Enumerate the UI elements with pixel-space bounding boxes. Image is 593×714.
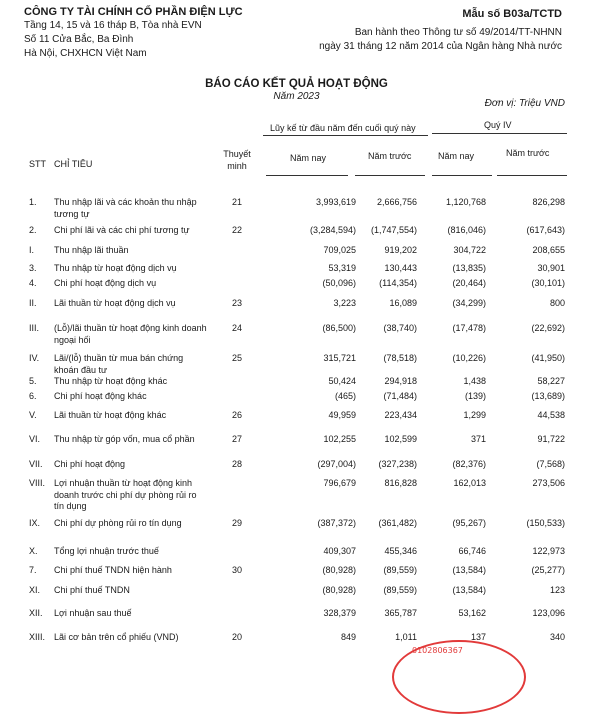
value-q4-this-year: (95,267) — [452, 518, 486, 528]
row-stt: 4. — [29, 278, 37, 288]
value-q4-prev-year: 44,538 — [537, 410, 565, 420]
row-stt: IX. — [29, 518, 41, 528]
value-ytd-prev-year: 294,918 — [384, 376, 417, 386]
address-line-2: Số 11 Cửa Bắc, Ba Đình — [24, 34, 134, 45]
value-ytd-this-year: 849 — [340, 632, 356, 642]
value-ytd-prev-year: 365,787 — [384, 608, 417, 618]
value-ytd-prev-year: (89,559) — [383, 585, 417, 595]
value-q4-prev-year: 123,096 — [532, 608, 565, 618]
value-ytd-prev-year: 2,666,756 — [376, 197, 417, 207]
value-ytd-prev-year: (1,747,554) — [370, 225, 417, 235]
row-note-ref: 22 — [231, 225, 242, 235]
value-q4-prev-year: (25,277) — [531, 565, 565, 575]
value-ytd-prev-year: (114,354) — [379, 278, 417, 288]
value-q4-prev-year: (617,643) — [526, 225, 565, 235]
report-title: BÁO CÁO KẾT QUẢ HOẠT ĐỘNG — [205, 78, 388, 90]
value-ytd-this-year: (3,284,594) — [309, 225, 356, 235]
col-desc-header: CHỈ TIÊU — [54, 159, 93, 169]
value-ytd-this-year: 50,424 — [328, 376, 356, 386]
row-stt: II. — [29, 298, 37, 308]
row-stt: I. — [29, 245, 35, 255]
value-ytd-this-year: (86,500) — [322, 323, 356, 333]
value-ytd-prev-year: 455,346 — [384, 546, 417, 556]
value-ytd-this-year: 102,255 — [323, 434, 356, 444]
value-q4-this-year: 66,746 — [458, 546, 486, 556]
row-description: Thu nhập từ hoạt động dịch vụ — [54, 263, 177, 273]
value-q4-this-year: (13,584) — [452, 565, 486, 575]
value-q4-this-year: (13,835) — [452, 263, 486, 273]
value-q4-prev-year: 826,298 — [532, 197, 565, 207]
value-ytd-this-year: (80,928) — [322, 585, 356, 595]
row-description: Chi phí hoạt động dịch vụ — [54, 278, 157, 288]
row-description: Lợi nhuận sau thuế — [54, 608, 132, 618]
value-q4-prev-year: (7,568) — [536, 459, 565, 469]
row-description: Thu nhập từ hoạt động khác — [54, 376, 168, 386]
value-ytd-prev-year: 130,443 — [384, 263, 417, 273]
value-q4-prev-year: 91,722 — [537, 434, 565, 444]
value-ytd-this-year: (80,928) — [322, 565, 356, 575]
value-q4-this-year: 1,438 — [463, 376, 486, 386]
value-q4-prev-year: 30,901 — [537, 263, 565, 273]
value-ytd-this-year: (387,372) — [317, 518, 356, 528]
value-q4-prev-year: (30,101) — [531, 278, 565, 288]
value-ytd-prev-year: 102,599 — [384, 434, 417, 444]
value-q4-this-year: 162,013 — [453, 478, 486, 488]
value-q4-this-year: (139) — [464, 391, 486, 401]
row-stt: V. — [29, 410, 37, 420]
row-stt: VI. — [29, 434, 41, 444]
row-note-ref: 24 — [231, 323, 242, 333]
row-stt: 7. — [29, 565, 37, 575]
group-ytd-header: Lũy kế từ đầu năm đến cuối quý này — [270, 123, 416, 133]
value-q4-prev-year: (41,950) — [531, 353, 565, 363]
value-q4-prev-year: 800 — [549, 298, 565, 308]
value-q4-this-year: (816,046) — [447, 225, 486, 235]
row-description: Lãi thuần từ hoạt động dịch vụ — [54, 298, 176, 308]
col-prev-year-header: Năm trước — [368, 151, 412, 161]
row-description: Tổng lợi nhuận trước thuế — [54, 546, 159, 556]
address-line-3: Hà Nội, CHXHCN Việt Nam — [24, 48, 147, 59]
underline-q-this-year — [432, 175, 492, 176]
row-stt: X. — [29, 546, 38, 556]
value-q4-this-year: 1,120,768 — [445, 197, 486, 207]
row-description: Chi phí dự phòng rủi ro tín dụng — [54, 518, 182, 528]
row-description: Lợi nhuận thuần từ hoạt động kinh doanh trước chi phí dự phòng rủi ro tín dụng — [54, 478, 197, 511]
value-q4-this-year: (82,376) — [452, 459, 486, 469]
row-note-ref: 21 — [231, 197, 242, 207]
unit-label: Đơn vị: Triệu VND — [484, 98, 565, 109]
value-ytd-this-year: 3,993,619 — [315, 197, 356, 207]
value-q4-prev-year: (150,533) — [526, 518, 565, 528]
row-note-ref: 28 — [231, 459, 242, 469]
value-q4-this-year: (20,464) — [452, 278, 486, 288]
row-note-ref: 30 — [231, 565, 242, 575]
value-ytd-prev-year: (71,484) — [383, 391, 417, 401]
row-stt: XI. — [29, 585, 41, 595]
value-q4-this-year: (34,299) — [452, 298, 486, 308]
value-ytd-prev-year: (89,559) — [383, 565, 417, 575]
value-q4-prev-year: 122,973 — [532, 546, 565, 556]
value-ytd-this-year: 315,721 — [323, 353, 356, 363]
row-stt: XIII. — [29, 632, 46, 642]
row-stt: 3. — [29, 263, 37, 273]
seal-text: 0102806367 — [412, 646, 463, 655]
row-stt: 1. — [29, 197, 37, 207]
value-ytd-prev-year: 16,089 — [389, 298, 417, 308]
underline-prev-year — [355, 175, 425, 176]
row-stt: 6. — [29, 391, 37, 401]
address-line-1: Tầng 14, 15 và 16 tháp B, Tòa nhà EVN — [24, 20, 202, 31]
value-q4-this-year: 1,299 — [463, 410, 486, 420]
value-q4-prev-year: 123 — [549, 585, 565, 595]
value-ytd-this-year: 49,959 — [328, 410, 356, 420]
divider-ytd — [263, 135, 428, 136]
row-description: Lãi cơ bản trên cổ phiếu (VND) — [54, 632, 179, 642]
value-ytd-this-year: 53,319 — [328, 263, 356, 273]
value-ytd-this-year: 709,025 — [323, 245, 356, 255]
value-q4-prev-year: 208,655 — [532, 245, 565, 255]
col-note-header: Thuyết minh — [223, 149, 251, 171]
row-description: Lãi thuần từ hoạt động khác — [54, 410, 167, 420]
value-ytd-this-year: 796,679 — [323, 478, 356, 488]
value-ytd-prev-year: (327,238) — [378, 459, 417, 469]
row-description: Thu nhập từ góp vốn, mua cổ phần — [54, 434, 195, 444]
value-ytd-prev-year: 1,011 — [395, 632, 417, 642]
row-stt: III. — [29, 323, 40, 333]
value-ytd-this-year: (465) — [334, 391, 356, 401]
row-stt: VIII. — [29, 478, 46, 488]
underline-this-year — [266, 175, 348, 176]
value-q4-this-year: (10,226) — [452, 353, 486, 363]
underline-q-prev-year — [497, 175, 567, 176]
value-ytd-prev-year: 816,828 — [384, 478, 417, 488]
value-q4-this-year: (13,584) — [452, 585, 486, 595]
report-year: Năm 2023 — [273, 91, 320, 102]
row-note-ref: 27 — [231, 434, 242, 444]
value-q4-this-year: 53,162 — [458, 608, 486, 618]
row-description: Chi phí lãi và các chi phí tương tự — [54, 225, 190, 235]
row-description: Lãi/(lỗ) thuần từ mua bán chứng khoán đầu tư — [54, 353, 184, 375]
row-note-ref: 23 — [231, 298, 242, 308]
value-q4-prev-year: (22,692) — [531, 323, 565, 333]
value-ytd-this-year: 328,379 — [323, 608, 356, 618]
col-stt-header: STT — [29, 159, 46, 169]
col-this-year-header: Năm nay — [290, 153, 327, 163]
row-description: Thu nhập lãi và các khoản thu nhập tương tự — [54, 197, 197, 219]
row-stt: 5. — [29, 376, 37, 386]
row-description: Chi phí thuế TNDN hiện hành — [54, 565, 172, 575]
row-note-ref: 20 — [231, 632, 242, 642]
company-name: CÔNG TY TÀI CHÍNH CỔ PHẦN ĐIỆN LỰC — [24, 6, 243, 18]
value-q4-prev-year: 273,506 — [532, 478, 565, 488]
row-description: (Lỗ)/lãi thuần từ hoạt động kinh doanh ngoại hối — [54, 323, 207, 345]
value-ytd-prev-year: 223,434 — [384, 410, 417, 420]
value-ytd-prev-year: (78,518) — [383, 353, 417, 363]
row-stt: 2. — [29, 225, 37, 235]
value-q4-prev-year: 340 — [549, 632, 565, 642]
value-ytd-this-year: 3,223 — [333, 298, 356, 308]
col-q-this-year-header: Năm nay — [438, 151, 475, 161]
value-ytd-this-year: (50,096) — [322, 278, 356, 288]
form-code: Mẫu số B03a/TCTD — [462, 8, 562, 20]
row-stt: VII. — [29, 459, 43, 469]
regulation-line-2: ngày 31 tháng 12 năm 2014 của Ngân hàng Nhà nước — [319, 41, 562, 52]
row-description: Thu nhập lãi thuần — [54, 245, 129, 255]
col-q-prev-year-header: Năm trước — [506, 148, 550, 158]
value-q4-prev-year: (13,689) — [531, 391, 565, 401]
regulation-line-1: Ban hành theo Thông tư số 49/2014/TT-NHNN — [354, 27, 562, 38]
value-q4-this-year: 304,722 — [453, 245, 486, 255]
value-ytd-this-year: (297,004) — [317, 459, 356, 469]
value-ytd-this-year: 409,307 — [323, 546, 356, 556]
value-q4-this-year: 137 — [470, 632, 486, 642]
value-q4-this-year: (17,478) — [452, 323, 486, 333]
value-q4-prev-year: 58,227 — [537, 376, 565, 386]
value-q4-this-year: 371 — [470, 434, 486, 444]
row-note-ref: 25 — [231, 353, 242, 363]
row-note-ref: 26 — [231, 410, 242, 420]
row-note-ref: 29 — [231, 518, 242, 528]
row-stt: XII. — [29, 608, 43, 618]
row-description: Chi phí hoạt động — [54, 459, 126, 469]
group-q4-header: Quý IV — [484, 120, 512, 130]
value-ytd-prev-year: 919,202 — [384, 245, 417, 255]
row-description: Chi phí thuế TNDN — [54, 585, 130, 595]
row-description: Chi phí hoạt động khác — [54, 391, 147, 401]
value-ytd-prev-year: (38,740) — [383, 323, 417, 333]
row-stt: IV. — [29, 353, 40, 363]
value-ytd-prev-year: (361,482) — [378, 518, 417, 528]
divider-q4 — [432, 133, 567, 134]
